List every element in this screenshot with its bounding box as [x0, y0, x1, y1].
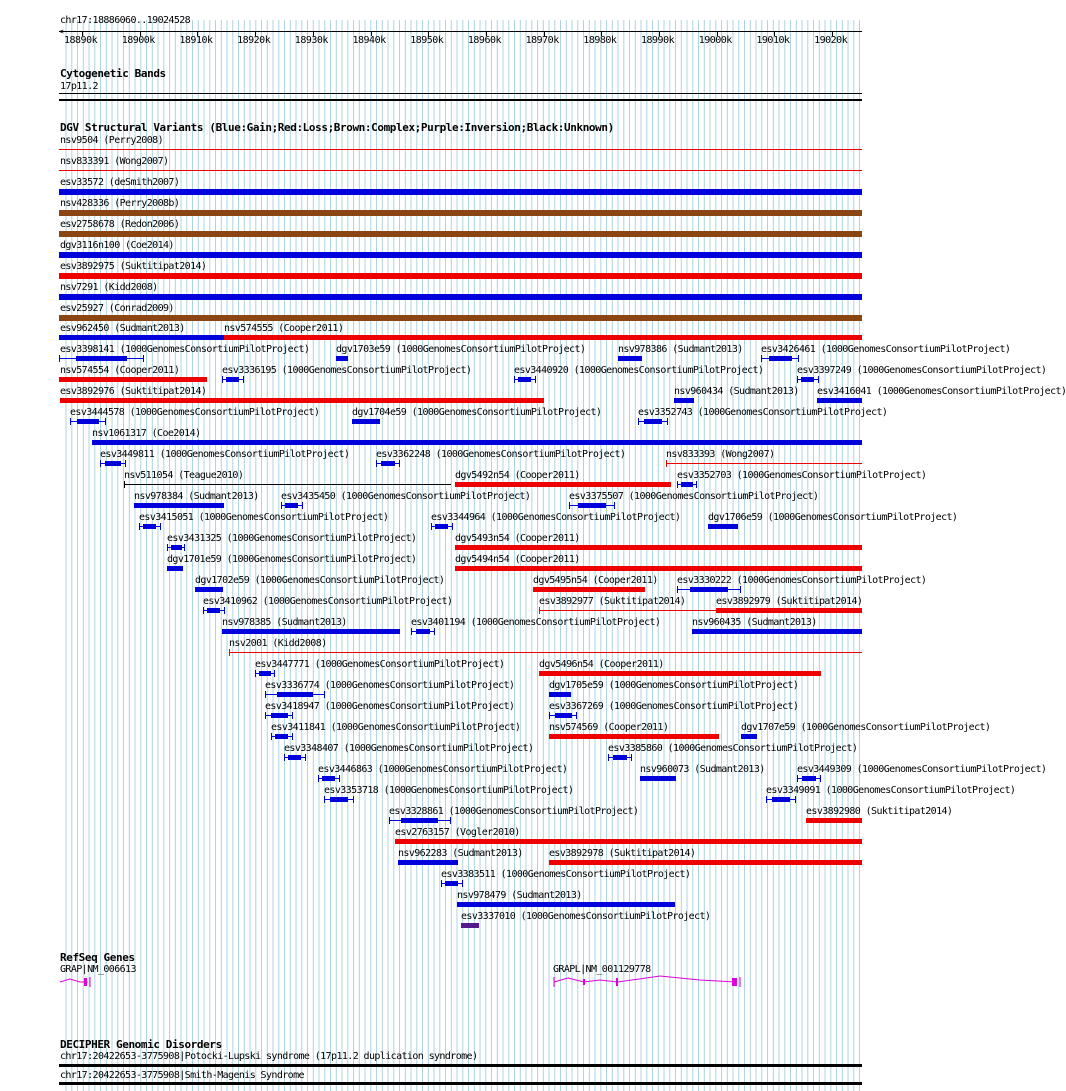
dgv-variant-label: esv3383511 (1000GenomesConsortiumPilotProject) [441, 869, 691, 880]
dgv-variant-bar[interactable] [222, 629, 400, 634]
dgv-variant-bar[interactable] [692, 629, 862, 634]
ruler-tick-label: 18890k [64, 35, 98, 46]
position-label: chr17:18886060..19024528 [60, 15, 191, 26]
dgv-variant-bar[interactable] [195, 587, 223, 592]
dgv-variant-bar[interactable] [59, 377, 207, 382]
dgv-variant-tick [462, 880, 463, 887]
dgv-variant-bar[interactable] [92, 440, 862, 445]
dgv-variant-tick [318, 775, 319, 782]
dgv-variant-bar[interactable] [416, 629, 430, 634]
dgv-variant-bar[interactable] [681, 482, 693, 487]
dgv-variant-label: dgv5493n54 (Cooper2011) [455, 533, 580, 544]
dgv-variant-bar[interactable] [455, 545, 862, 550]
dgv-variant-bar[interactable] [772, 797, 790, 802]
dgv-variant-label: dgv1702e59 (1000GenomesConsortiumPilotProject) [195, 575, 445, 586]
dgv-variant-tick [222, 376, 223, 383]
dgv-variant-label: nsv833393 (Wong2007) [666, 449, 775, 460]
dgv-variant-label: esv3440920 (1000GenomesConsortiumPilotProject) [514, 365, 764, 376]
dgv-variant-label: esv3418947 (1000GenomesConsortiumPilotProject) [265, 701, 515, 712]
dgv-variant-label: dgv5496n54 (Cooper2011) [539, 659, 664, 670]
dgv-variant-label: nsv1061317 (Coe2014) [92, 428, 201, 439]
dgv-variant-bar[interactable] [285, 503, 298, 508]
dgv-variant-bar[interactable] [806, 818, 862, 823]
dgv-variant-tick [514, 376, 515, 383]
ruler-tick-label: 18990k [641, 35, 675, 46]
dgv-variant-tick [243, 376, 244, 383]
dgv-variant-bar[interactable] [817, 398, 862, 403]
dgv-variant-tick [441, 880, 442, 887]
decipher-bar[interactable] [59, 1064, 862, 1067]
dgv-variant-tick [638, 418, 639, 425]
dgv-variant-bar[interactable] [640, 776, 676, 781]
dgv-variant-label: nsv2001 (Kidd2008) [229, 638, 327, 649]
dgv-variant-bar[interactable] [549, 860, 862, 865]
dgv-variant-bar[interactable] [549, 692, 571, 697]
dgv-variant-bar[interactable] [160, 273, 672, 279]
dgv-variant-bar[interactable] [59, 189, 862, 195]
dgv-variant-bar[interactable] [381, 461, 395, 466]
dgv-variant-bar[interactable] [59, 149, 862, 150]
dgv-variant-tick [452, 523, 453, 530]
dgv-variant-bar[interactable] [618, 356, 642, 361]
dgv-variant-label: dgv1701e59 (1000GenomesConsortiumPilotProject) [167, 554, 417, 565]
cytoband-bar[interactable] [59, 93, 862, 94]
ruler-tick-label: 18920k [237, 35, 271, 46]
dgv-variant-tick [100, 460, 101, 467]
dgv-variant-bar[interactable] [769, 356, 792, 361]
dgv-variant-tick [184, 544, 185, 551]
dgv-variant-tick [284, 754, 285, 761]
dgv-variant-label: dgv1705e59 (1000GenomesConsortiumPilotProject) [549, 680, 799, 691]
dgv-track-title[interactable]: DGV Structural Variants (Blue:Gain;Red:Loss;Brown:Complex;Purple:Inversion;Black:Unknown) [60, 121, 614, 134]
dgv-variant-bar[interactable] [690, 587, 728, 592]
dgv-variant-label: esv3435450 (1000GenomesConsortiumPilotProject) [281, 491, 531, 502]
dgv-variant-tick [376, 460, 377, 467]
dgv-variant-label: nsv511054 (Teague2010) [124, 470, 244, 481]
dgv-variant-bar[interactable] [167, 566, 183, 571]
dgv-variant-label: esv3362248 (1000GenomesConsortiumPilotProject) [376, 449, 626, 460]
dgv-variant-label: nsv574569 (Cooper2011) [549, 722, 669, 733]
dgv-variant-tick [569, 502, 570, 509]
dgv-variant-label: nsv978385 (Sudmant2013) [222, 617, 347, 628]
dgv-variant-bar[interactable] [259, 671, 271, 676]
dgv-variant-tick [549, 712, 550, 719]
dgv-variant-label: esv3410962 (1000GenomesConsortiumPilotProject) [203, 596, 453, 607]
dgv-variant-tick [696, 481, 697, 488]
ruler-tick-label: 19000k [698, 35, 732, 46]
ruler-tick-label: 18970k [525, 35, 559, 46]
dgv-variant-bar[interactable] [59, 231, 862, 237]
dgv-variant-bar[interactable] [461, 923, 479, 928]
dgv-row-label: esv3892975 (Suktitipat2014) [60, 261, 207, 272]
dgv-variant-tick [797, 775, 798, 782]
dgv-variant-bar[interactable] [59, 315, 862, 321]
dgv-variant-label: esv3447771 (1000GenomesConsortiumPilotProject) [255, 659, 505, 670]
dgv-variant-tick [411, 628, 412, 635]
gene-models[interactable] [0, 970, 890, 994]
dgv-variant-tick [399, 460, 400, 467]
dgv-variant-label: dgv1707e59 (1000GenomesConsortiumPilotProject) [741, 722, 991, 733]
dgv-variant-tick [353, 796, 354, 803]
dgv-variant-label: esv3367269 (1000GenomesConsortiumPilotProject) [549, 701, 799, 712]
dgv-variant-label: esv3426461 (1000GenomesConsortiumPilotProject) [761, 344, 1011, 355]
dgv-variant-label: nsv978384 (Sudmant2013) [134, 491, 259, 502]
dgv-variant-bar[interactable] [76, 356, 127, 361]
dgv-variant-bar[interactable] [134, 503, 224, 508]
dgv-variant-tick [339, 775, 340, 782]
dgv-variant-tick [139, 523, 140, 530]
dgv-variant-tick [666, 460, 667, 467]
cytoband-bar-lower [59, 99, 862, 101]
dgv-variant-tick [761, 355, 762, 362]
dgv-variant-bar[interactable] [59, 210, 862, 216]
dgv-variant-label: esv3398141 (1000GenomesConsortiumPilotProject) [60, 344, 310, 355]
dgv-variant-tick [798, 355, 799, 362]
ruler-arrows: < [59, 27, 64, 36]
ruler-tick-label: 18900k [121, 35, 155, 46]
dgv-variant-bar[interactable] [275, 734, 288, 739]
dgv-variant-tick [281, 502, 282, 509]
dgv-variant-tick [539, 607, 540, 614]
dgv-row-label: esv2758678 (Redon2006) [60, 219, 180, 230]
dgv-row-label: nsv7291 (Kidd2008) [60, 282, 158, 293]
dgv-variant-label: dgv1703e59 (1000GenomesConsortiumPilotProject) [336, 344, 586, 355]
dgv-variant-bar[interactable] [578, 503, 606, 508]
dgv-variant-bar[interactable] [398, 860, 458, 865]
dgv-variant-tick [70, 418, 71, 425]
dgv-variant-tick [614, 502, 615, 509]
ruler-tick-label: 18940k [352, 35, 386, 46]
dgv-variant-label: esv962450 (Sudmant2013) [60, 323, 185, 334]
dgv-variant-bar[interactable] [77, 419, 99, 424]
dgv-variant-bar[interactable] [455, 566, 862, 571]
dgv-variant-tick [431, 523, 432, 530]
dgv-variant-bar[interactable] [741, 734, 757, 739]
dgv-variant-tick [677, 586, 678, 593]
dgv-variant-bar[interactable] [143, 524, 156, 529]
refseq-track-title[interactable]: RefSeq Genes [60, 951, 135, 964]
dgv-variant-tick [818, 376, 819, 383]
dgv-variant-bar[interactable] [171, 545, 182, 550]
dgv-variant-tick [608, 754, 609, 761]
dgv-variant-line[interactable] [124, 484, 451, 485]
cytoband-name: 17p11.2 [60, 81, 98, 92]
dgv-variant-bar[interactable] [288, 755, 301, 760]
dgv-variant-bar[interactable] [555, 713, 572, 718]
dgv-variant-bar[interactable] [539, 671, 821, 676]
ruler-tick-label: 19020k [814, 35, 848, 46]
dgv-variant-tick [631, 754, 632, 761]
dgv-variant-label: esv3336195 (1000GenomesConsortiumPilotProject) [222, 365, 472, 376]
dgv-variant-bar[interactable] [395, 839, 862, 844]
dgv-variant-label: esv3352743 (1000GenomesConsortiumPilotProject) [638, 407, 888, 418]
dgv-variant-tick [255, 670, 256, 677]
dgv-variant-label: nsv574555 (Cooper2011) [224, 323, 344, 334]
dgv-variant-tick [143, 355, 144, 362]
dgv-variant-tick [224, 607, 225, 614]
ruler-tick-label: 18980k [583, 35, 617, 46]
dgv-variant-bar[interactable] [59, 294, 862, 300]
dgv-variant-label: esv3449811 (1000GenomesConsortiumPilotProject) [100, 449, 350, 460]
dgv-variant-tick [766, 796, 767, 803]
dgv-variant-bar[interactable] [457, 902, 675, 907]
dgv-variant-label: esv3431325 (1000GenomesConsortiumPilotProject) [167, 533, 417, 544]
dgv-variant-bar[interactable] [105, 461, 121, 466]
gene-label: GRAP|NM_006613 [60, 964, 136, 975]
dgv-variant-tick [324, 691, 325, 698]
ruler-tick-label: 19010k [756, 35, 790, 46]
dgv-variant-label: nsv574554 (Cooper2011) [60, 365, 180, 376]
decipher-bar[interactable] [59, 1082, 862, 1085]
dgv-variant-label: dgv5495n54 (Cooper2011) [533, 575, 658, 586]
dgv-variant-bar[interactable] [224, 335, 862, 340]
dgv-variant-tick [59, 355, 60, 362]
dgv-variant-tick [265, 691, 266, 698]
dgv-variant-label: nsv962283 (Sudmant2013) [398, 848, 523, 859]
dgv-variant-tick [389, 817, 390, 824]
dgv-variant-label: esv3385860 (1000GenomesConsortiumPilotProject) [608, 743, 858, 754]
dgv-row-label: dgv3116n100 (Coe2014) [60, 240, 174, 251]
dgv-variant-bar[interactable] [336, 356, 348, 361]
dgv-variant-label: nsv960434 (Sudmant2013) [674, 386, 799, 397]
dgv-variant-tick [124, 481, 125, 488]
dgv-variant-tick [105, 418, 106, 425]
dgv-variant-label: esv3892976 (Suktitipat2014) [60, 386, 207, 397]
dgv-variant-label: esv2763157 (Vogler2010) [395, 827, 520, 838]
dgv-variant-label: esv3415051 (1000GenomesConsortiumPilotProject) [139, 512, 389, 523]
dgv-variant-bar[interactable] [455, 482, 671, 487]
ruler-tick-label: 18950k [410, 35, 444, 46]
dgv-variant-bar[interactable] [445, 881, 458, 886]
dgv-variant-tick [229, 649, 230, 656]
dgv-variant-label: esv3416041 (1000GenomesConsortiumPilotProject) [817, 386, 1066, 397]
dgv-variant-label: esv3892977 (Suktitipat2014) [539, 596, 686, 607]
dgv-variant-bar[interactable] [674, 398, 694, 403]
dgv-variant-bar[interactable] [330, 797, 348, 802]
dgv-variant-bar[interactable] [801, 377, 814, 382]
decipher-track-title[interactable]: DECIPHER Genomic Disorders [60, 1038, 222, 1051]
ruler-tick-label: 18910k [179, 35, 213, 46]
dgv-variant-label: esv3411841 (1000GenomesConsortiumPilotProject) [271, 722, 521, 733]
dgv-variant-bar[interactable] [644, 419, 662, 424]
dgv-variant-bar[interactable] [59, 335, 225, 340]
dgv-variant-tick [795, 796, 796, 803]
dgv-row-label: nsv833391 (Wong2007) [60, 156, 169, 167]
dgv-variant-label: esv3375507 (1000GenomesConsortiumPilotProject) [569, 491, 819, 502]
dgv-variant-label: esv3892978 (Suktitipat2014) [549, 848, 696, 859]
dgv-variant-tick [160, 523, 161, 530]
dgv-variant-bar[interactable] [533, 587, 645, 592]
dgv-variant-tick [292, 733, 293, 740]
dgv-variant-tick [434, 628, 435, 635]
dgv-variant-label: esv3344964 (1000GenomesConsortiumPilotProject) [431, 512, 681, 523]
gene-label: GRAPL|NM_001129778 [553, 964, 651, 975]
cytoband-track-title[interactable]: Cytogenetic Bands [60, 67, 166, 80]
dgv-variant-bar[interactable] [352, 419, 380, 424]
dgv-variant-label: dgv1706e59 (1000GenomesConsortiumPilotProject) [708, 512, 958, 523]
dgv-variant-bar[interactable] [401, 818, 438, 823]
dgv-variant-bar[interactable] [59, 252, 862, 258]
dgv-variant-label: esv3449309 (1000GenomesConsortiumPilotProject) [797, 764, 1047, 775]
dgv-variant-bar[interactable] [60, 398, 544, 403]
dgv-variant-label: esv3328861 (1000GenomesConsortiumPilotProject) [389, 806, 639, 817]
dgv-variant-label: nsv960435 (Sudmant2013) [692, 617, 817, 628]
dgv-variant-tick [667, 418, 668, 425]
dgv-variant-bar[interactable] [518, 377, 531, 382]
dgv-variant-label: esv3444578 (1000GenomesConsortiumPilotProject) [70, 407, 320, 418]
dgv-variant-bar[interactable] [226, 377, 239, 382]
dgv-variant-tick [740, 586, 741, 593]
dgv-variant-label: dgv5492n54 (Cooper2011) [455, 470, 580, 481]
dgv-variant-bar[interactable] [277, 692, 313, 697]
dgv-variant-tick [677, 481, 678, 488]
dgv-variant-bar[interactable] [708, 524, 738, 529]
dgv-variant-tick [203, 607, 204, 614]
ruler-tick-label: 18960k [467, 35, 502, 46]
dgv-variant-tick [450, 817, 451, 824]
dgv-variant-tick [271, 733, 272, 740]
dgv-variant-label: esv3349091 (1000GenomesConsortiumPilotProject) [766, 785, 1016, 796]
dgv-variant-bar[interactable] [322, 776, 335, 781]
dgv-variant-label: nsv960073 (Sudmant2013) [640, 764, 765, 775]
dgv-variant-line[interactable] [229, 652, 862, 653]
dgv-row-label: nsv9504 (Perry2008) [60, 135, 163, 146]
dgv-variant-bar[interactable] [613, 755, 627, 760]
dgv-variant-bar[interactable] [549, 734, 719, 739]
dgv-variant-label: esv3336774 (1000GenomesConsortiumPilotProject) [265, 680, 515, 691]
dgv-variant-tick [797, 376, 798, 383]
dgv-row-label: esv25927 (Conrad2009) [60, 303, 174, 314]
dgv-variant-tick [324, 796, 325, 803]
dgv-variant-label: nsv978386 (Sudmant2013) [618, 344, 743, 355]
dgv-row-label: esv33572 (deSmith2007) [60, 177, 180, 188]
dgv-variant-label: esv3401194 (1000GenomesConsortiumPilotProject) [411, 617, 661, 628]
dgv-variant-label: nsv978479 (Sudmant2013) [457, 890, 582, 901]
ruler-tick-label: 18930k [294, 35, 328, 46]
dgv-variant-label: esv3330222 (1000GenomesConsortiumPilotProject) [677, 575, 927, 586]
dgv-variant-bar[interactable] [207, 608, 220, 613]
dgv-variant-label: dgv5494n54 (Cooper2011) [455, 554, 580, 565]
dgv-variant-label: esv3446863 (1000GenomesConsortiumPilotProject) [318, 764, 568, 775]
dgv-variant-tick [305, 754, 306, 761]
dgv-variant-tick [292, 712, 293, 719]
dgv-variant-bar[interactable] [802, 776, 816, 781]
dgv-variant-label: esv3353718 (1000GenomesConsortiumPilotProject) [324, 785, 574, 796]
dgv-variant-bar[interactable] [59, 170, 862, 171]
dgv-variant-tick [274, 670, 275, 677]
dgv-variant-tick [125, 460, 126, 467]
dgv-variant-label: esv3892979 (Suktitipat2014) [716, 596, 863, 607]
dgv-variant-bar[interactable] [435, 524, 448, 529]
dgv-row-label: nsv428336 (Perry2008b) [60, 198, 180, 209]
dgv-variant-tick [576, 712, 577, 719]
dgv-variant-label: dgv1704e59 (1000GenomesConsortiumPilotProject) [352, 407, 602, 418]
dgv-variant-label: esv3337010 (1000GenomesConsortiumPilotProject) [461, 911, 711, 922]
dgv-variant-label: esv3892980 (Suktitipat2014) [806, 806, 953, 817]
dgv-variant-label: esv3352703 (1000GenomesConsortiumPilotProject) [677, 470, 927, 481]
dgv-variant-tick [167, 544, 168, 551]
dgv-variant-line [59, 296, 862, 297]
dgv-variant-line[interactable] [666, 463, 862, 464]
dgv-variant-tick [265, 712, 266, 719]
dgv-variant-tick [302, 502, 303, 509]
dgv-variant-tick [820, 775, 821, 782]
dgv-variant-label: esv3397249 (1000GenomesConsortiumPilotProject) [797, 365, 1047, 376]
decipher-item-label: chr17:20422653-3775908|Smith-Magenis Syndrome [60, 1070, 304, 1081]
dgv-variant-tick [535, 376, 536, 383]
dgv-variant-bar[interactable] [271, 713, 288, 718]
dgv-variant-bar[interactable] [716, 608, 862, 613]
dgv-variant-label: esv3348407 (1000GenomesConsortiumPilotProject) [284, 743, 534, 754]
decipher-item-label: chr17:20422653-3775908|Potocki-Lupski syndrome (17p11.2 duplication syndrome) [60, 1051, 478, 1062]
